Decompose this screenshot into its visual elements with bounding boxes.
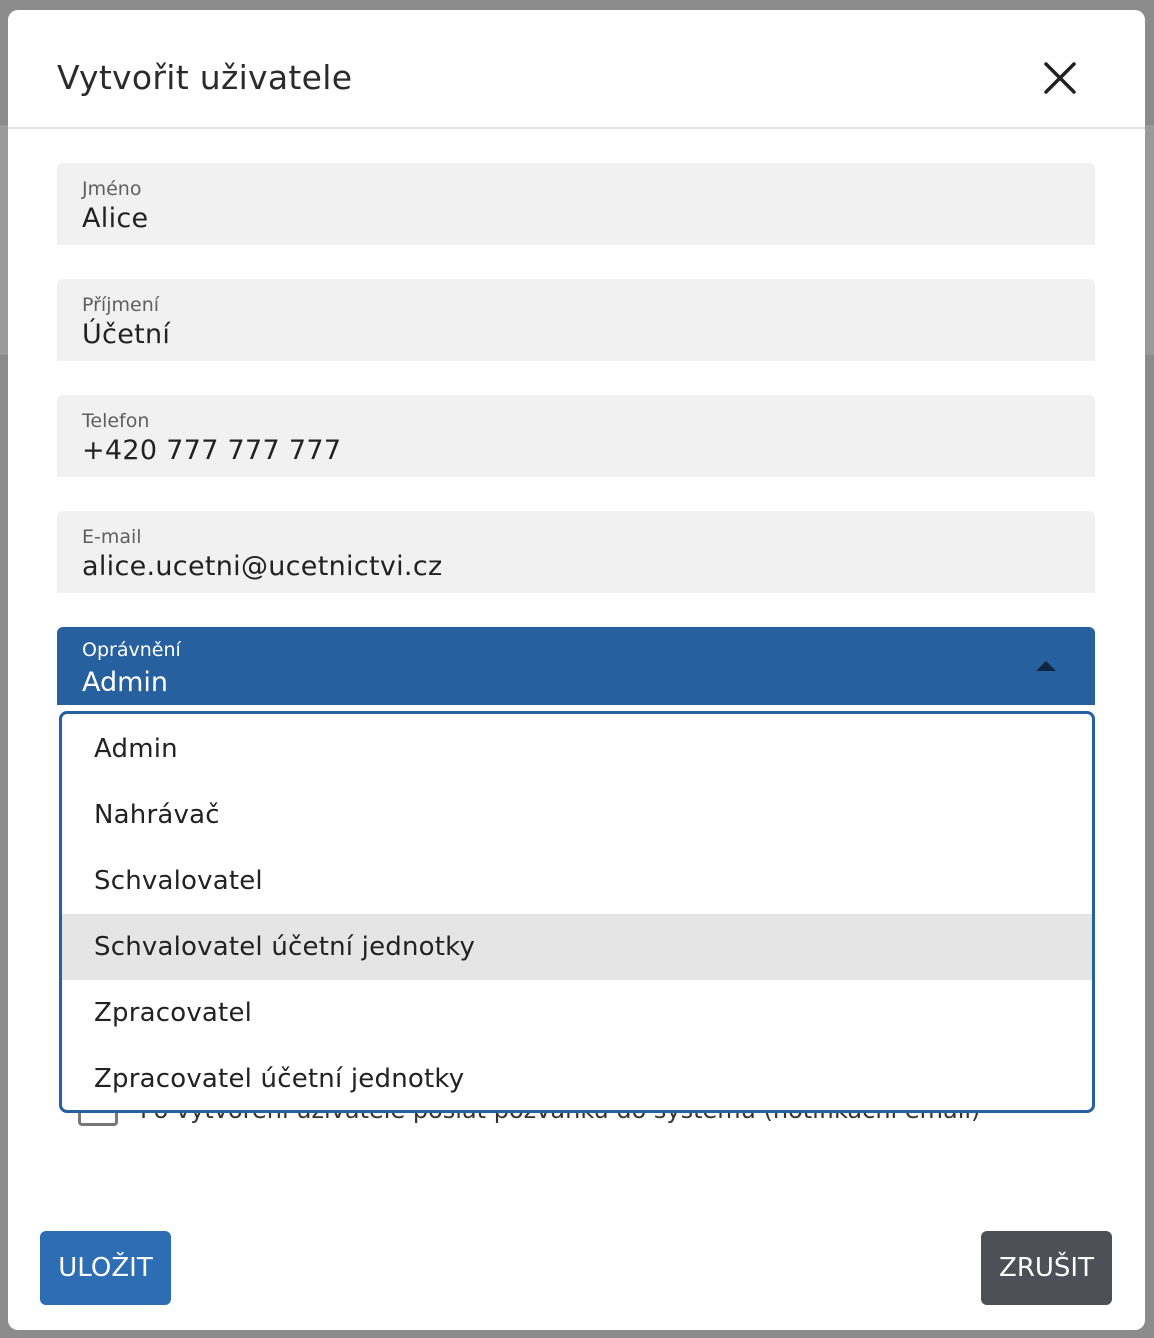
permission-option-schvalovatel[interactable]: Schvalovatel — [94, 866, 263, 896]
permission-option-schvalovatel-ucetni-jednotky[interactable]: Schvalovatel účetní jednotky — [62, 914, 1092, 980]
permission-dropdown-list — [59, 711, 1095, 1113]
email-field[interactable] — [57, 511, 1095, 593]
close-button[interactable] — [1040, 58, 1080, 98]
first-name-field[interactable] — [57, 163, 1095, 245]
email-label: E-mail — [82, 526, 142, 548]
permission-selected-value: Admin — [82, 667, 169, 698]
phone-label: Telefon — [82, 410, 150, 432]
phone-value[interactable]: +420 777 777 777 — [82, 435, 342, 466]
permission-label: Oprávnění — [82, 639, 181, 661]
dialog-header — [8, 10, 1145, 129]
email-value[interactable]: alice.ucetni@ucetnictvi.cz — [82, 551, 443, 582]
permission-option-zpracovatel[interactable]: Zpracovatel — [94, 998, 253, 1028]
permission-option-zpracovatel-ucetni-jednotky[interactable]: Zpracovatel účetní jednotky — [94, 1064, 465, 1094]
create-user-dialog — [8, 10, 1145, 1330]
last-name-value[interactable]: Účetní — [82, 319, 171, 350]
last-name-field[interactable] — [57, 279, 1095, 361]
cancel-button[interactable]: ZRUŠIT — [981, 1231, 1112, 1305]
dialog-title: Vytvořit uživatele — [57, 58, 353, 97]
caret-up-icon[interactable] — [1036, 661, 1056, 671]
permission-option-nahravac[interactable]: Nahrávač — [94, 800, 220, 830]
phone-field[interactable] — [57, 395, 1095, 477]
background-page-edge-right — [1145, 125, 1154, 355]
last-name-label: Příjmení — [82, 294, 160, 316]
background-page-edge — [0, 125, 8, 355]
permission-select[interactable] — [57, 627, 1095, 705]
first-name-label: Jméno — [82, 178, 142, 200]
save-button[interactable]: ULOŽIT — [40, 1231, 171, 1305]
permission-option-admin[interactable]: Admin — [94, 734, 178, 764]
first-name-value[interactable]: Alice — [82, 203, 149, 234]
close-icon — [1040, 58, 1080, 98]
